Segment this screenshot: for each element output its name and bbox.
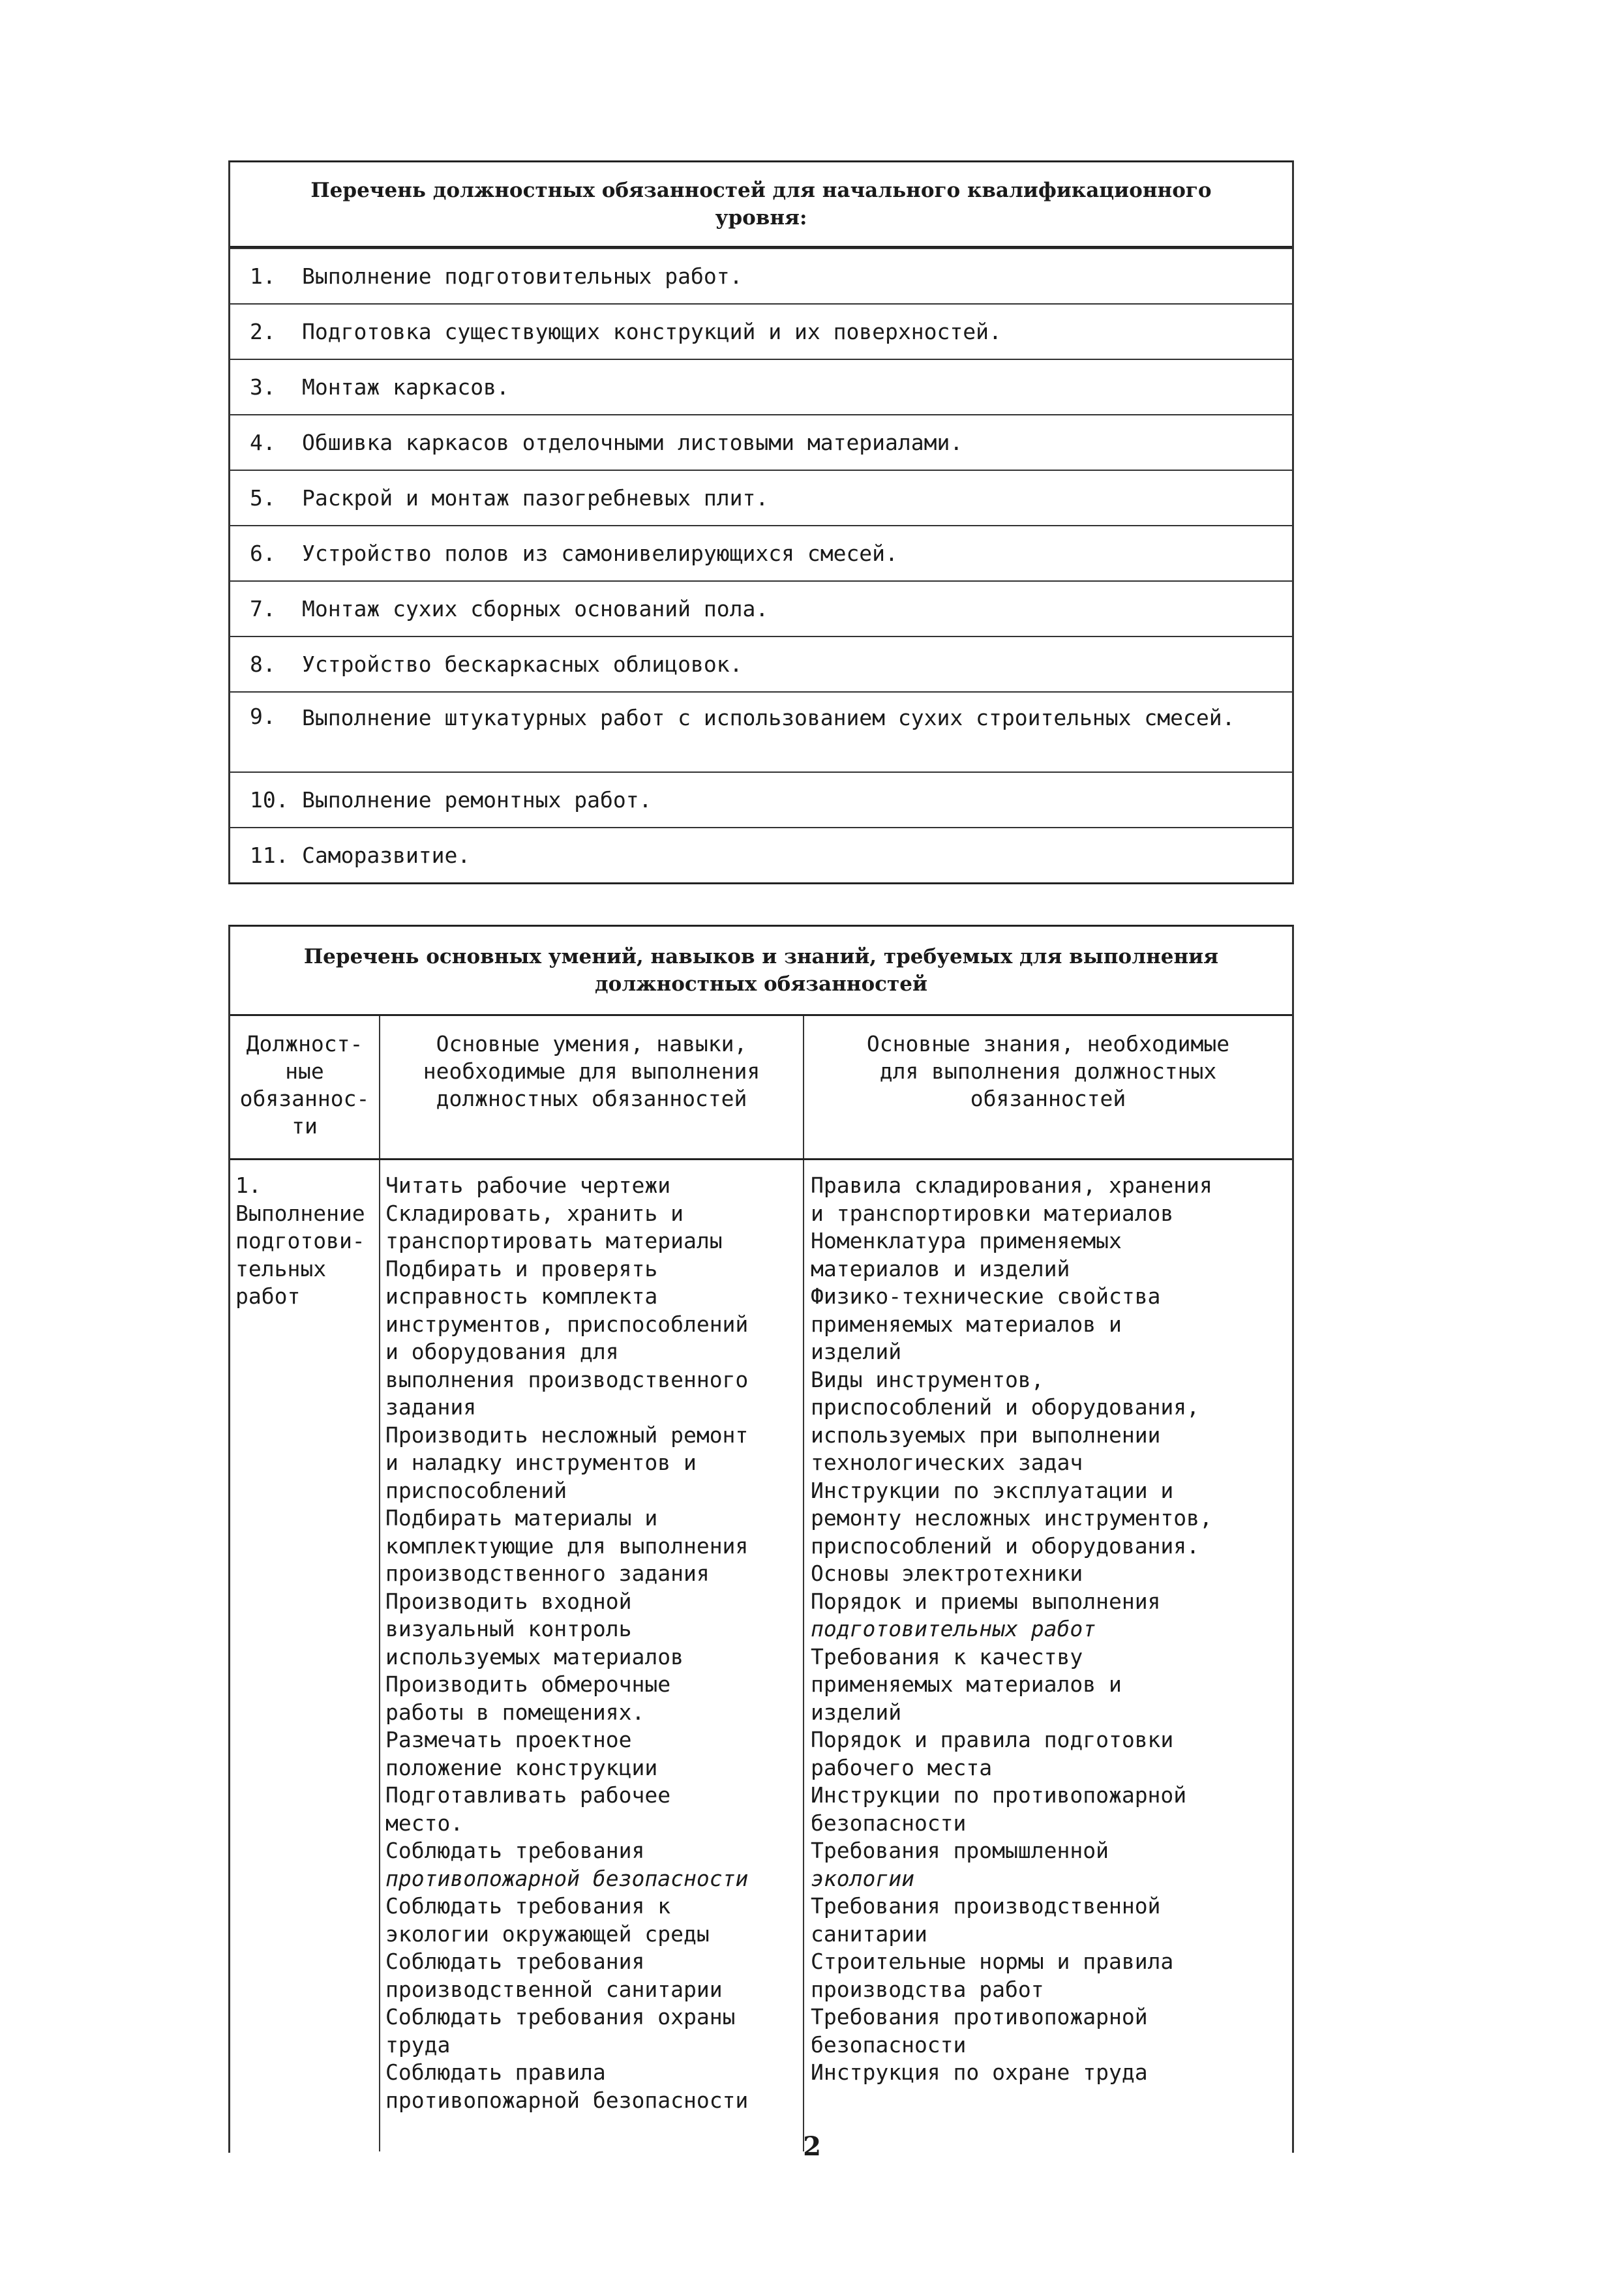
- column-header-duties: Должност- ные обязаннос- ти: [230, 1016, 380, 1158]
- row-number: 9.: [250, 704, 276, 729]
- row-text: Обшивка каркасов отделочными листовыми материалами.: [302, 430, 963, 455]
- cell-line: Соблюдать требования охраны: [385, 2004, 736, 2029]
- cell-line: работ: [235, 1283, 301, 1309]
- row-text: Выполнение подготовительных работ.: [302, 263, 743, 289]
- cell-line: производственной санитарии: [385, 1976, 723, 2002]
- cell-line: Требования промышленной: [811, 1838, 1109, 1863]
- cell-line: положение конструкции: [385, 1754, 658, 1780]
- skills-table: [228, 925, 1294, 2153]
- cell-line: работы в помещениях.: [385, 1699, 645, 1725]
- cell-line: комплектующие для выполнения: [385, 1533, 749, 1559]
- cell-line: Порядок и приемы выполнения: [811, 1588, 1161, 1614]
- row-text: Выполнение штукатурных работ с использованием сухих строительных смесей.: [302, 705, 1235, 730]
- table-row: [230, 303, 1292, 359]
- duties-column: [230, 1160, 380, 2151]
- row-number: 4.: [250, 430, 276, 455]
- row-text: Монтаж каркасов.: [302, 374, 509, 400]
- column-header-skills: Основные умения, навыки, необходимые для выполнения должностных обязанностей: [380, 1016, 804, 1158]
- row-text: Саморазвитие.: [302, 843, 471, 868]
- cell-line: противопожарной безопасности: [385, 2087, 749, 2113]
- cell-line: изделий: [811, 1339, 902, 1364]
- cell-line: Физико-технические свойства: [811, 1283, 1161, 1309]
- cell-line: Строительные нормы и правила: [811, 1949, 1174, 1974]
- cell-line: Инструкция по охране труда: [811, 2059, 1148, 2085]
- cell-line: тельных: [235, 1255, 327, 1281]
- cell-line: Основы электротехники: [811, 1561, 1083, 1586]
- cell-line: используемых материалов: [385, 1643, 684, 1670]
- cell-line: исправность комплекта: [385, 1283, 658, 1309]
- table-row: [230, 580, 1292, 636]
- cell-line: применяемых материалов и: [811, 1671, 1122, 1697]
- cell-line: визуальный контроль: [385, 1616, 632, 1641]
- cell-line: экологии: [811, 1865, 914, 1891]
- cell-line: материалов и изделий: [811, 1255, 1070, 1281]
- cell-line: приспособлений и оборудования,: [811, 1394, 1200, 1420]
- cell-line: технологических задач: [811, 1450, 1083, 1475]
- cell-line: применяемых материалов и: [811, 1311, 1122, 1337]
- cell-line: и наладку инструментов и: [385, 1450, 697, 1475]
- cell-line: Читать рабочие чертежи: [385, 1173, 671, 1198]
- column-headers: [230, 1016, 1292, 1160]
- cell-line: Соблюдать требования: [385, 1838, 645, 1863]
- cell-line: приспособлений и оборудования.: [811, 1533, 1200, 1559]
- table-row: [230, 470, 1292, 525]
- cell-line: Производить обмерочные: [385, 1671, 671, 1697]
- skills-column: [380, 1160, 804, 2151]
- cell-line: Порядок и правила подготовки: [811, 1727, 1174, 1752]
- cell-line: приспособлений: [385, 1477, 567, 1503]
- cell-line: транспортировать материалы: [385, 1228, 723, 1253]
- cell-line: экологии окружающей среды: [385, 1921, 710, 1947]
- row-number: 5.: [250, 485, 276, 511]
- duties-table-title: Перечень должностных обязанностей для начального квалификационного уровня:: [310, 179, 1212, 230]
- table-row: [230, 525, 1292, 580]
- cell-line: Подбирать и проверять: [385, 1255, 658, 1281]
- cell-line: Инструкции по противопожарной: [811, 1782, 1187, 1808]
- cell-line: Номенклатура применяемых: [811, 1228, 1122, 1253]
- column-header-knowledge: Основные знания, необходимые для выполнения должностных обязанностей: [866, 1031, 1230, 1111]
- duties-table-header: [230, 162, 1292, 248]
- cell-line: Подбирать материалы и: [385, 1505, 658, 1531]
- row-text: Устройство бескаркасных облицовок.: [302, 651, 743, 677]
- cell-line: инструментов, приспособлений: [385, 1311, 749, 1337]
- table-row: [230, 636, 1292, 691]
- cell-line: Требования к качеству: [811, 1643, 1083, 1670]
- row-text: Подготовка существующих конструкций и их поверхностей.: [302, 319, 1002, 344]
- cell-line: рабочего места: [811, 1754, 993, 1780]
- table-row: [230, 827, 1292, 882]
- row-text: Устройство полов из самонивелирующихся смесей.: [302, 541, 898, 566]
- row-number: 10.: [250, 787, 289, 813]
- cell-line: Размечать проектное: [385, 1727, 632, 1752]
- row-number: 2.: [250, 319, 276, 344]
- cell-line: безопасности: [811, 2031, 967, 2058]
- row-number: 1.: [250, 263, 276, 289]
- cell-line: Производить несложный ремонт: [385, 1422, 749, 1448]
- row-number: 3.: [250, 374, 276, 400]
- cell-line: Инструкции по эксплуатации и: [811, 1477, 1174, 1503]
- skills-table-title: Перечень основных умений, навыков и знаний, требуемых для выполнения должностных обязанностей: [303, 945, 1219, 996]
- row-number: 8.: [250, 651, 276, 677]
- cell-line: подготовительных работ: [811, 1616, 1096, 1641]
- cell-line: изделий: [811, 1699, 902, 1725]
- page-number: 2: [803, 2131, 821, 2162]
- cell-line: труда: [385, 2031, 451, 2058]
- cell-line: Требования производственной: [811, 1893, 1161, 1919]
- knowledge-column: [804, 1160, 1292, 2151]
- cell-line: и оборудования для: [385, 1339, 619, 1364]
- cell-line: Соблюдать правила: [385, 2059, 606, 2085]
- table-row: [230, 414, 1292, 470]
- cell-line: Соблюдать требования к: [385, 1893, 671, 1919]
- table-body: [230, 1160, 1292, 2151]
- cell-line: противопожарной безопасности: [385, 1865, 749, 1891]
- row-number: 11.: [250, 843, 289, 868]
- table-row: [230, 691, 1292, 771]
- row-number: 7.: [250, 596, 276, 621]
- cell-line: Правила складирования, хранения: [811, 1173, 1212, 1198]
- cell-line: Требования противопожарной: [811, 2004, 1148, 2029]
- cell-line: Виды инструментов,: [811, 1366, 1044, 1392]
- cell-line: производства работ: [811, 1976, 1044, 2002]
- cell-line: выполнения производственного: [385, 1366, 749, 1392]
- cell-line: Складировать, хранить и: [385, 1200, 684, 1226]
- cell-line: подготови-: [235, 1228, 365, 1253]
- table-row: [230, 771, 1292, 827]
- cell-line: используемых при выполнении: [811, 1422, 1161, 1448]
- cell-line: безопасности: [811, 1810, 967, 1836]
- row-number: 6.: [250, 541, 276, 566]
- cell-line: Соблюдать требования: [385, 1949, 645, 1974]
- cell-line: 1.: [235, 1173, 262, 1198]
- cell-line: производственного задания: [385, 1561, 710, 1586]
- cell-line: задания: [385, 1394, 477, 1420]
- cell-line: Производить входной: [385, 1588, 632, 1614]
- cell-line: Выполнение: [235, 1200, 365, 1226]
- cell-line: ремонту несложных инструментов,: [811, 1505, 1212, 1531]
- table-row: [230, 248, 1292, 303]
- cell-line: и транспортировки материалов: [811, 1200, 1174, 1226]
- row-text: Раскрой и монтаж пазогребневых плит.: [302, 485, 769, 511]
- cell-line: санитарии: [811, 1921, 927, 1947]
- cell-line: Подготавливать рабочее: [385, 1782, 671, 1808]
- row-text: Монтаж сухих сборных оснований пола.: [302, 596, 769, 621]
- skills-table-header: [230, 927, 1292, 1016]
- row-text: Выполнение ремонтных работ.: [302, 787, 652, 813]
- cell-line: место.: [385, 1810, 464, 1836]
- table-row: [230, 359, 1292, 414]
- duties-table: [228, 160, 1294, 884]
